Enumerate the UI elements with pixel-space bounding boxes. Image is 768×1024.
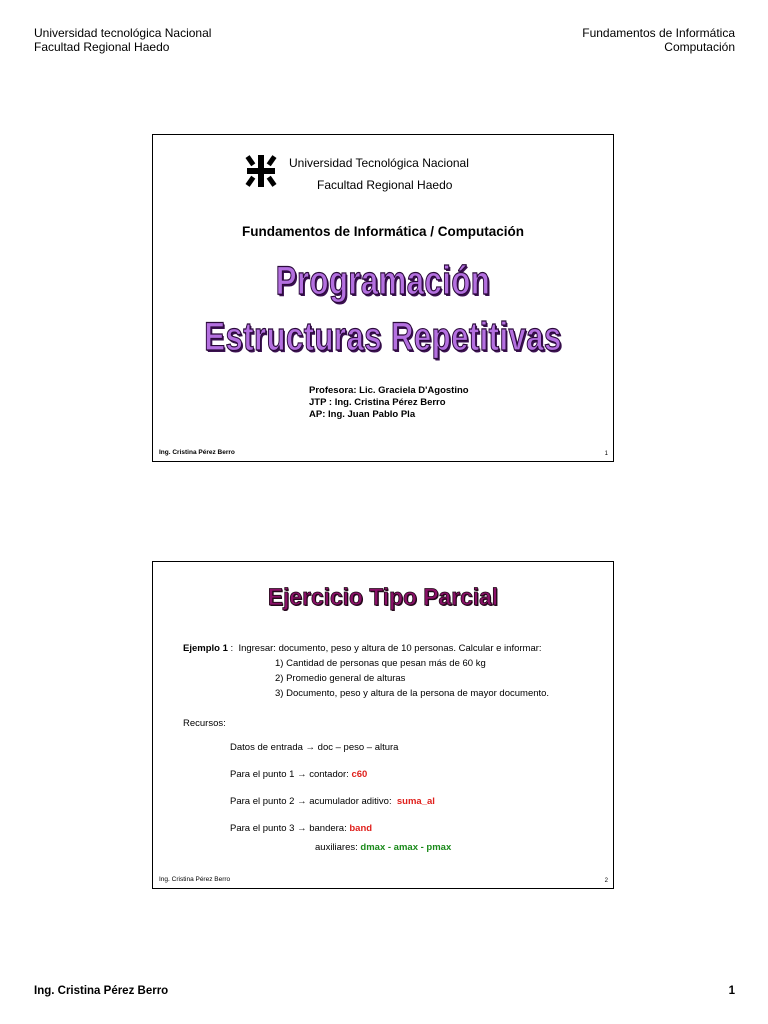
input-data-line: Datos de entrada → doc – peso – altura	[230, 742, 399, 753]
slide2-footer-number: 2	[604, 878, 608, 884]
slide-1	[152, 134, 614, 462]
staff-ap: AP: Ing. Juan Pablo Pla	[309, 409, 416, 420]
point2-text: Para el punto 2 → acumulador aditivo:	[230, 796, 397, 807]
slide1-footer-author: Ing. Cristina Pérez Berro	[159, 449, 235, 456]
example-label: Ejemplo 1	[183, 643, 228, 654]
page-header-left	[34, 26, 211, 54]
point3-line	[230, 823, 372, 834]
page-footer-author: Ing. Cristina Pérez Berro	[34, 985, 169, 997]
point1-text: Para el punto 1 → contador:	[230, 769, 352, 780]
point2-line	[230, 796, 435, 807]
point3-var: band	[349, 823, 373, 834]
staff-professor: Profesora: Lic. Graciela D'Agostino	[309, 385, 469, 396]
example-text: Ingresar: documento, peso y altura de 10 personas. Calcular e informar:	[238, 643, 542, 654]
item-2: 2) Promedio general de alturas	[275, 673, 406, 684]
point3-text: Para el punto 3 → bandera:	[230, 823, 350, 834]
slide2-footer-author: Ing. Cristina Pérez Berro	[159, 876, 231, 883]
aux-vars: dmax - amax - pmax	[360, 842, 452, 853]
point1-line	[230, 769, 367, 780]
utn-logo-icon	[245, 153, 277, 189]
aux-line	[315, 842, 451, 853]
page-header-right	[582, 26, 735, 54]
point2-var: suma_al	[396, 796, 435, 807]
header-subject: Computación	[664, 40, 735, 54]
slide1-footer-number: 1	[604, 451, 608, 457]
header-faculty: Facultad Regional Haedo	[34, 40, 170, 54]
slide1-title-line2: Estructuras Repetitivas	[204, 315, 562, 359]
item-3: 3) Documento, peso y altura de la persona de mayor documento.	[275, 688, 550, 699]
page-footer-number: 1	[728, 985, 735, 997]
slide1-course: Fundamentos de Informática / Computación	[241, 224, 525, 239]
slide1-staff	[309, 385, 469, 421]
item-1: 1) Cantidad de personas que pesan más de 60 kg	[275, 658, 486, 669]
slide2-title: Ejercicio Tipo Parcial	[267, 584, 499, 611]
aux-text: auxiliares:	[315, 842, 361, 853]
example-line	[183, 643, 542, 654]
example-separator: :	[227, 643, 239, 654]
resources-label: Recursos:	[183, 718, 226, 729]
slide1-faculty: Facultad Regional Haedo	[317, 178, 453, 192]
header-university: Universidad tecnológica Nacional	[34, 26, 212, 40]
slide1-title-line1: Programación	[275, 259, 491, 303]
slide-2	[152, 561, 614, 889]
point1-var: c60	[351, 769, 368, 780]
slide1-university: Universidad Tecnológica Nacional	[289, 156, 469, 170]
staff-jtp: JTP : Ing. Cristina Pérez Berro	[309, 397, 446, 408]
header-course: Fundamentos de Informática	[582, 26, 735, 40]
